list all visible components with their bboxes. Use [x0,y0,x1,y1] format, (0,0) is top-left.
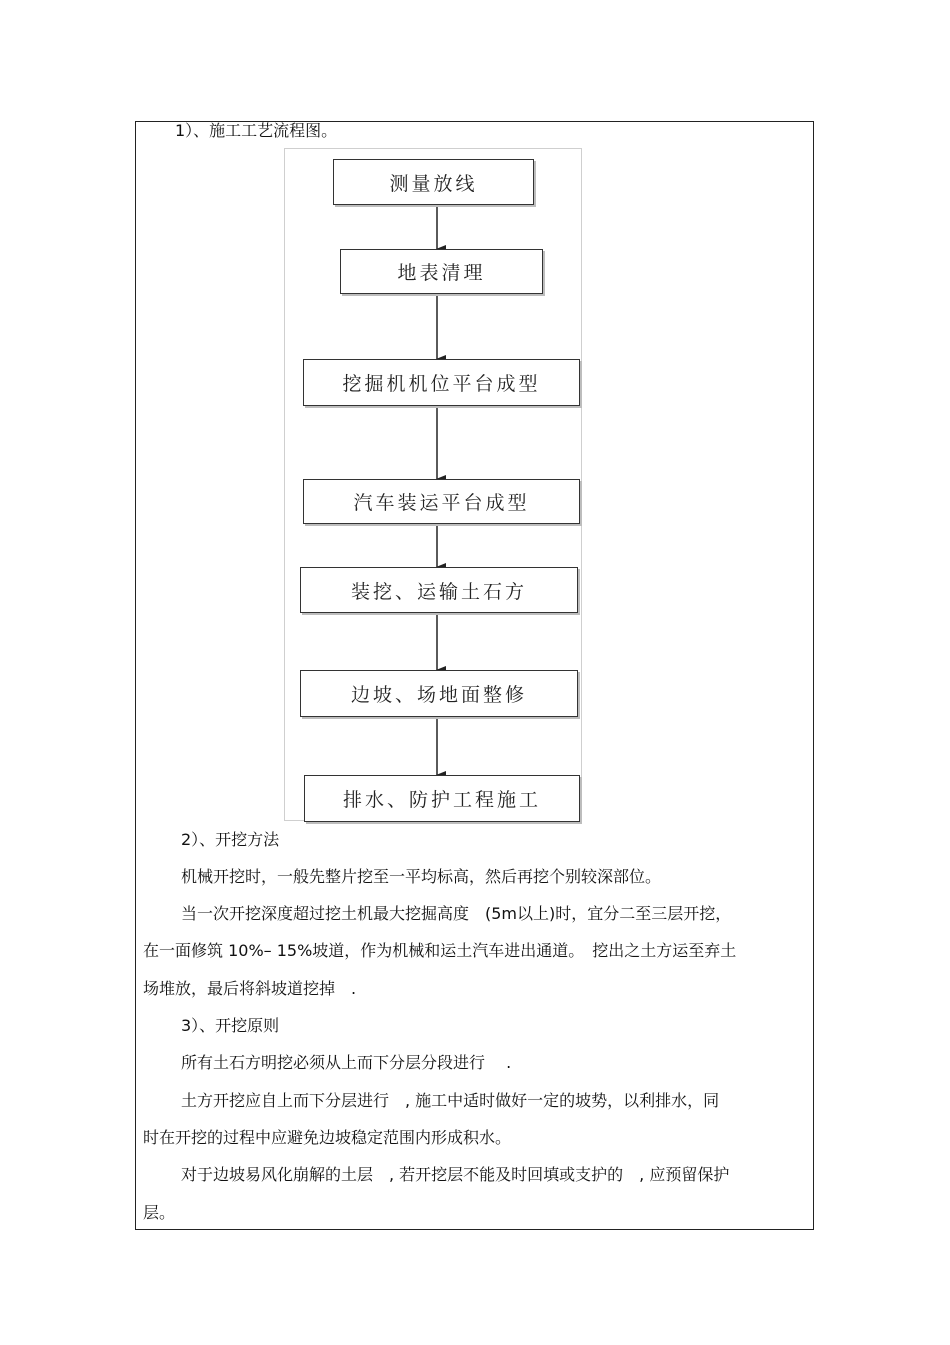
method-paragraph-2-line-3: 场堆放，最后将斜坡道挖掉 . [143,979,357,998]
flow-step-drainage-protection: 排水、防护工程施工 [304,775,580,822]
method-paragraph-2-line-1: 当一次开挖深度超过挖土机最大挖掘高度 (5m以上)时，宜分二至三层开挖， [181,904,732,923]
method-paragraph-1: 机械开挖时，一般先整片挖至一平均标高，然后再挖个别较深部位。 [181,867,662,886]
principle-paragraph-2-line-1: 土方开挖应自上而下分层进行 , 施工中适时做好一定的坡势，以利排水，同 [181,1091,720,1110]
section-heading-2: 2）、开挖方法 [181,830,280,849]
principle-paragraph-1: 所有土石方明挖必须从上而下分层分段进行 . [181,1053,512,1072]
flow-step-clearing: 地表清理 [340,249,543,294]
flow-step-truck-platform: 汽车装运平台成型 [303,479,580,524]
process-flowchart [284,148,582,821]
method-paragraph-2-line-2: 在一面修筑 10%– 15%坡道，作为机械和运土汽车进出通道。 挖出之土方运至弃土 [143,941,737,960]
flow-step-excavate-transport: 装挖、运输土石方 [300,567,578,613]
principle-paragraph-2-line-2: 时在开挖的过程中应避免边坡稳定范围内形成积水。 [143,1128,512,1147]
flow-step-slope-trim: 边坡、场地面整修 [300,670,578,717]
principle-paragraph-3-line-2: 层。 [143,1203,176,1222]
principle-paragraph-3-line-1: 对于边坡易风化崩解的土层 , 若开挖层不能及时回填或支护的 , 应预留保护 [181,1165,730,1184]
flow-step-survey: 测量放线 [333,159,534,205]
section-heading-1: 1）、施工工艺流程图。 [175,121,338,140]
section-heading-3: 3）、开挖原则 [181,1016,280,1035]
flow-step-excavator-platform: 挖掘机机位平台成型 [303,359,580,406]
